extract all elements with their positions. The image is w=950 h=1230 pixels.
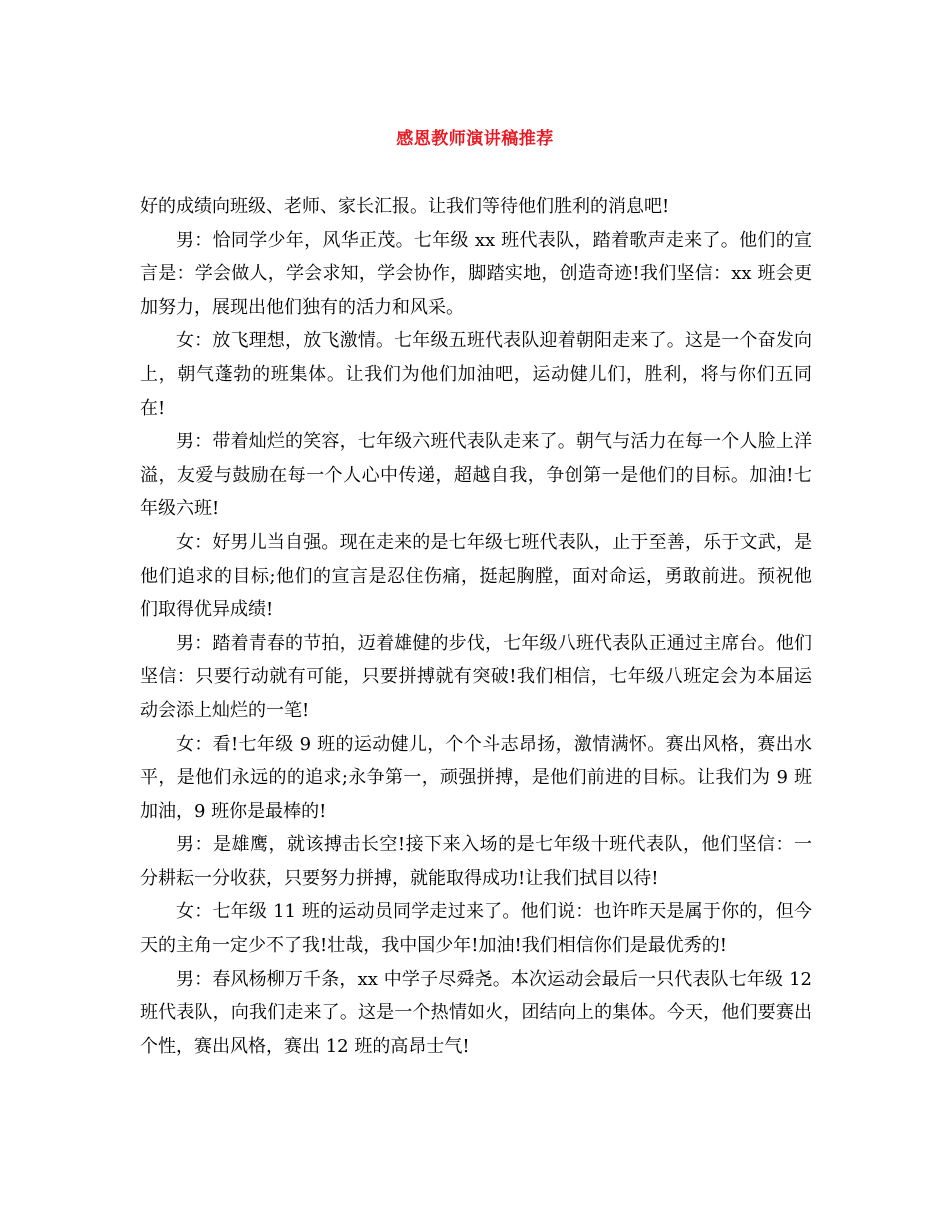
document-title: 感恩教师演讲稿推荐	[396, 129, 554, 149]
paragraph: 女：七年级 11 班的运动员同学走过来了。他们说：也许昨天是属于你的，但今天的主角一定少不了我!壮哉，我中国少年!加油!我们相信你们是最优秀的!	[140, 901, 812, 957]
paragraph: 男：恰同学少年，风华正茂。七年级 xx 班代表队，踏着歌声走来了。他们的宣言是：学会做人，学会求知，学会协作，脚踏实地，创造奇迹!我们坚信：xx 班会更加努力，展现出他们独有的活力和风采。	[140, 229, 812, 318]
paragraph: 女：好男儿当自强。现在走来的是七年级七班代表队，止于至善，乐于文武，是他们追求的目标;他们的宣言是忍住伤痛，挺起胸膛，面对命运，勇敢前进。预祝他们取得优异成绩!	[140, 531, 812, 621]
paragraph: 女：看!七年级 9 班的运动健儿，个个斗志昂扬，激情满怀。赛出风格，赛出水平，是他们永远的的追求;永争第一，顽强拼搏，是他们前进的目标。让我们为 9 班加油，9 班你是最棒的!	[140, 733, 812, 822]
paragraph: 男：带着灿烂的笑容，七年级六班代表队走来了。朝气与活力在每一个人脸上洋溢，友爱与鼓励在每一个人心中传递，超越自我，争创第一是他们的目标。加油!七年级六班!	[140, 431, 812, 520]
document-body	[140, 190, 812, 1063]
paragraph: 男：踏着青春的节拍，迈着雄健的步伐，七年级八班代表队正通过主席台。他们坚信：只要行动就有可能，只要拼搏就有突破!我们相信，七年级八班定会为本届运动会添上灿烂的一笔!	[140, 632, 812, 721]
paragraph: 好的成绩向班级、老师、家长汇报。让我们等待他们胜利的消息吧!	[140, 196, 670, 217]
paragraph: 男：是雄鹰，就该搏击长空!接下来入场的是七年级十班代表队，他们坚信：一分耕耘一分收获，只要努力拼搏，就能取得成功!让我们拭目以待!	[140, 834, 812, 889]
paragraph: 男：春风杨柳万千条，xx 中学子尽舜尧。本次运动会最后一只代表队七年级 12 班代表队，向我们走来了。这是一个热情如火，团结向上的集体。今天，他们要赛出个性，赛出风格，赛出 12 班的高昂士气!	[140, 968, 812, 1057]
paragraph: 女：放飞理想，放飞激情。七年级五班代表队迎着朝阳走来了。这是一个奋发向上，朝气蓬勃的班集体。让我们为他们加油吧，运动健儿们，胜利，将与你们五同在!	[140, 330, 812, 419]
